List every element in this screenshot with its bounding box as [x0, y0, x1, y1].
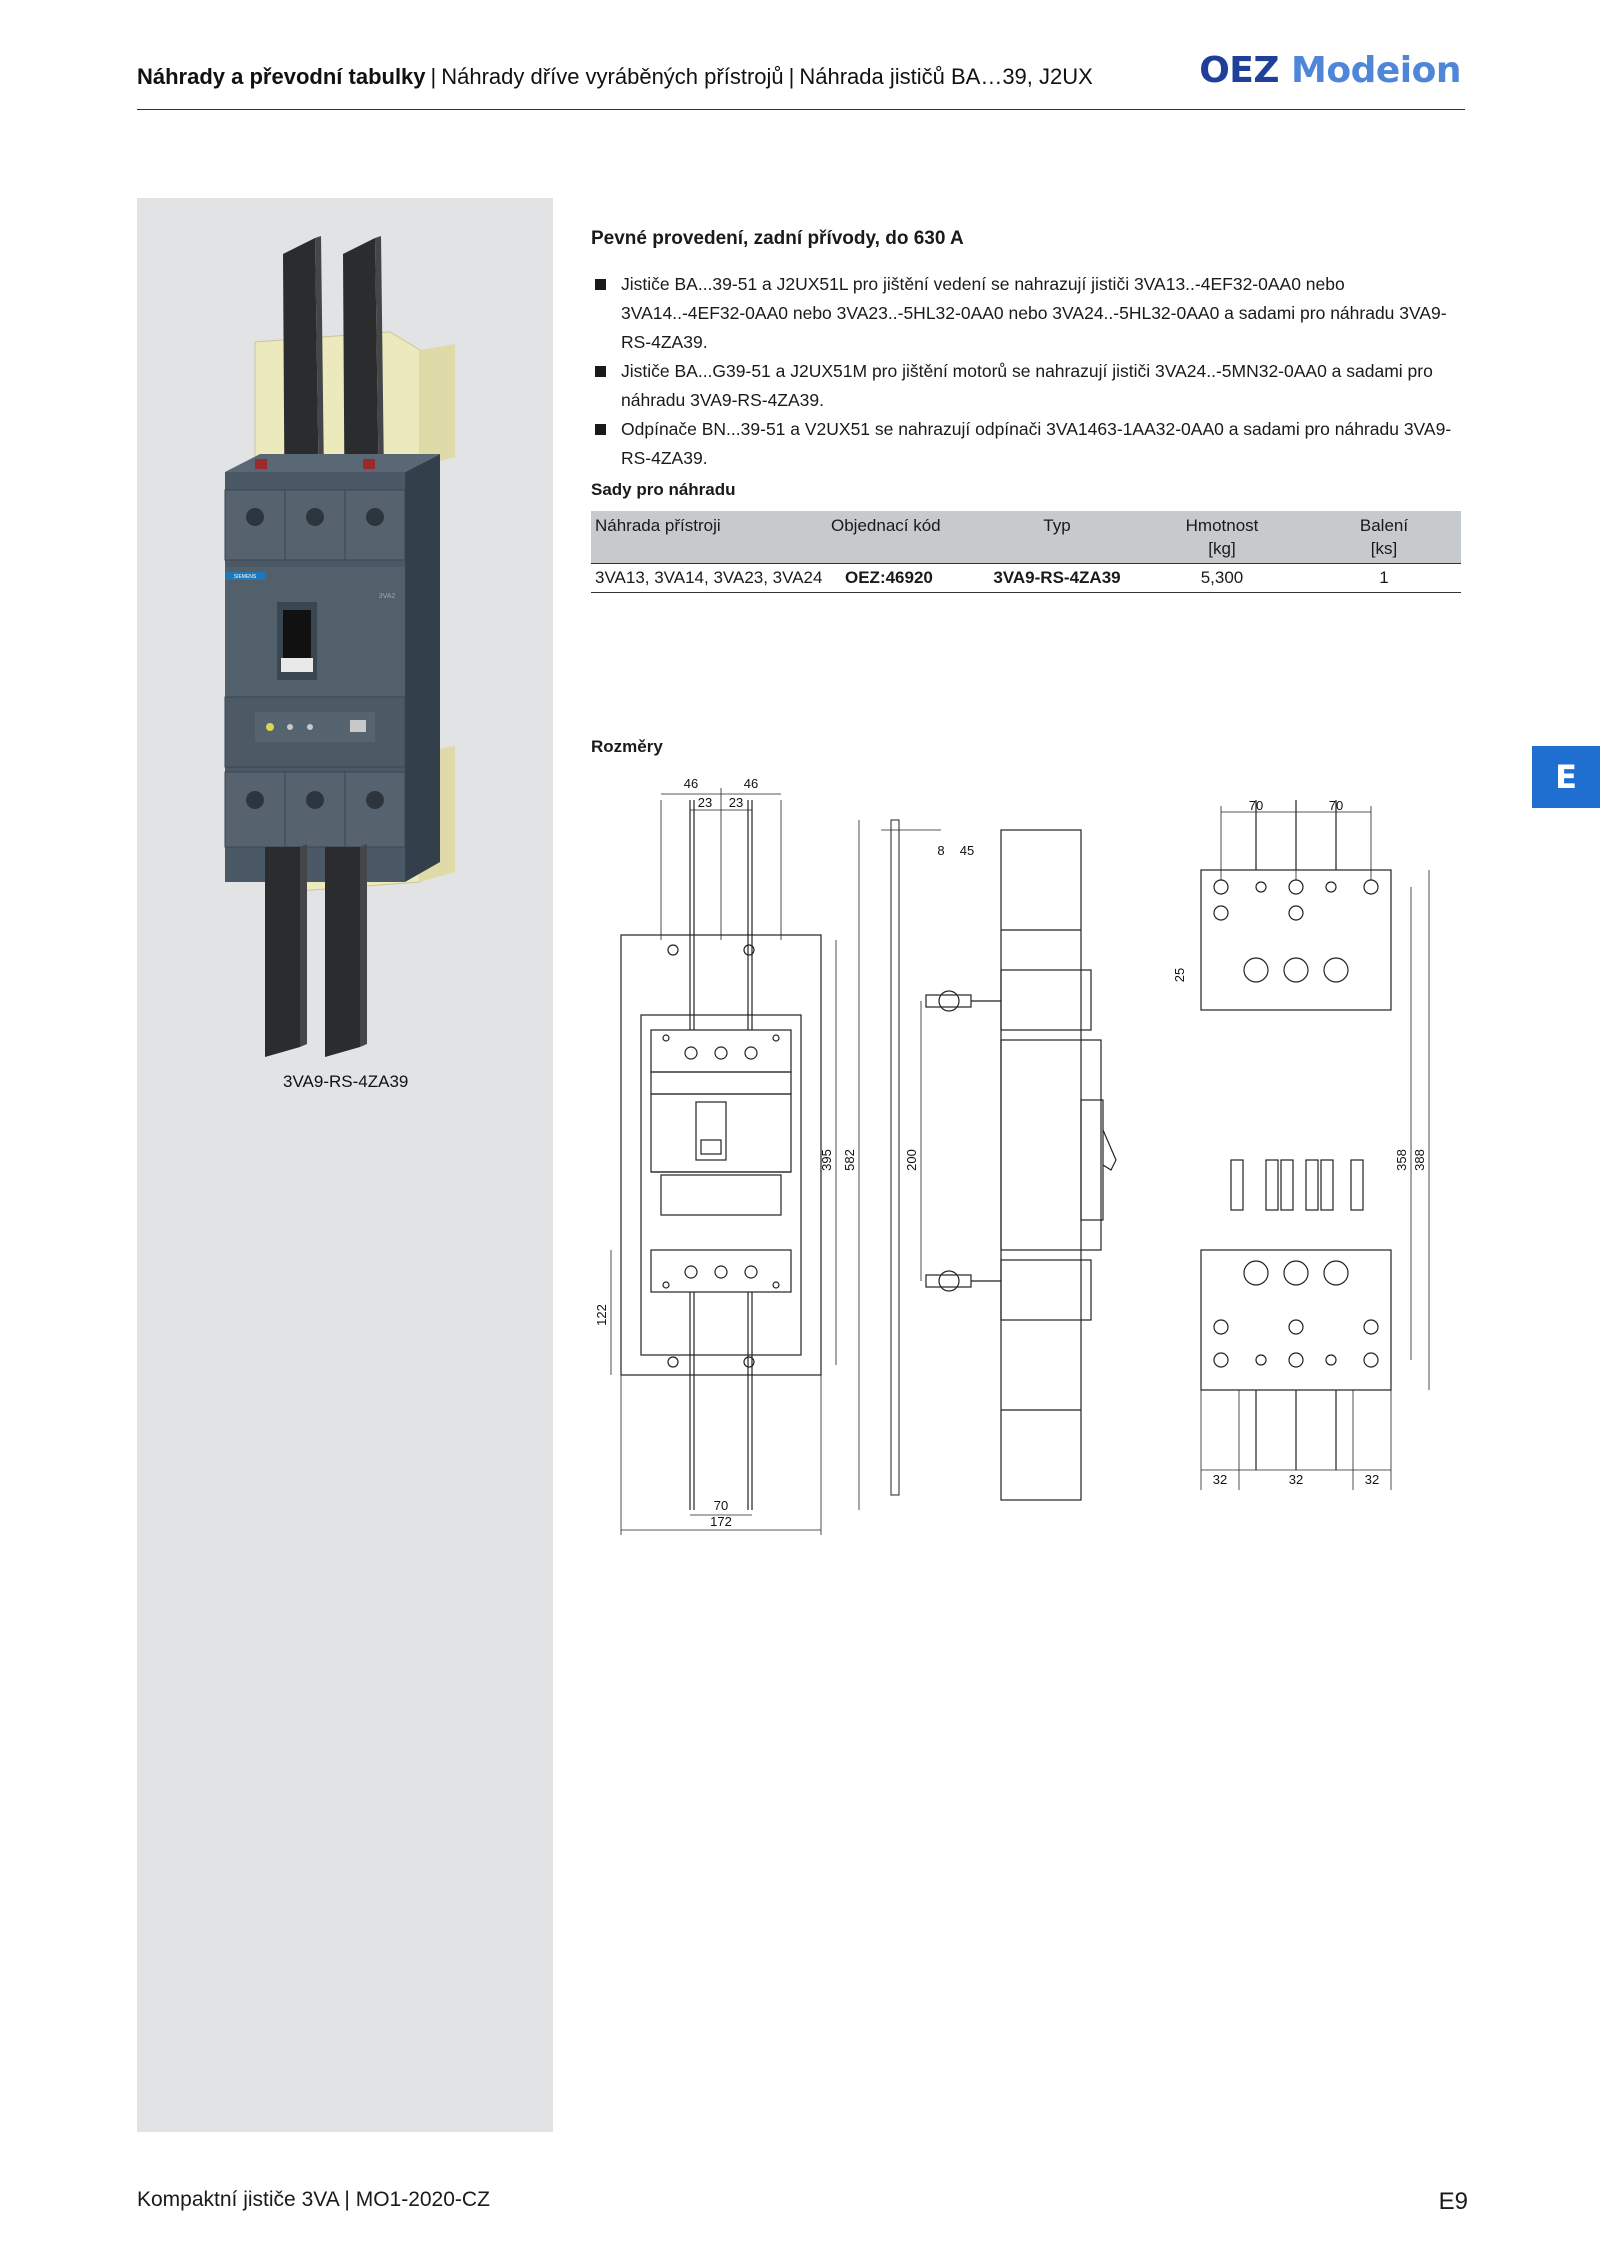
breadcrumb-subsection: Náhrady dříve vyráběných přístrojů	[441, 64, 784, 89]
list-item: Jističe BA...39-51 a J2UX51L pro jištění vedení se nahrazují jističi 3VA13..-4EF32-0AA0 nebo 3VA14..-4EF32-0AA0 nebo 3VA23..-5HL32-0AA0 nebo 3VA24..-5HL32-0AA0 a sadami pro náhradu 3VA9-RS-4ZA39.	[591, 270, 1466, 357]
breadcrumb	[137, 64, 1093, 90]
col-header-order-code: Objednací kód	[831, 516, 941, 535]
dim-label: 45	[959, 843, 975, 858]
cell-pack: 1	[1379, 568, 1389, 587]
dim-label: 25	[1172, 967, 1187, 983]
col-header-pack: Balení [ks]	[1359, 516, 1409, 558]
breadcrumb-section: Náhrady a převodní tabulky	[137, 64, 426, 89]
dim-label: 122	[594, 1304, 609, 1326]
product-brand-label: SIEMENS	[233, 574, 257, 580]
dim-label: 32	[1288, 1472, 1304, 1487]
table-header-row	[591, 511, 1461, 564]
dim-label: 200	[904, 1149, 919, 1171]
page-number: E9	[1438, 2188, 1468, 2215]
footer-publication	[137, 2188, 490, 2212]
dim-label: 46	[683, 776, 699, 791]
list-item: Jističe BA...G39-51 a J2UX51M pro jištění motorů se nahrazují jističi 3VA24..-5MN32-0AA0 a sadami pro náhradu 3VA9-RS-4ZA39.	[591, 357, 1466, 415]
table-row	[591, 564, 1461, 593]
replacement-kits-table	[591, 511, 1461, 593]
dim-label: 32	[1212, 1472, 1228, 1487]
dim-label: 388	[1412, 1149, 1427, 1171]
dim-label: 395	[819, 1149, 834, 1171]
dim-label: 582	[842, 1149, 857, 1171]
cell-type: 3VA9-RS-4ZA39	[993, 568, 1121, 587]
page-header	[137, 50, 1465, 110]
dimension-drawing	[591, 770, 1471, 1540]
cell-replacement: 3VA13, 3VA14, 3VA23, 3VA24	[595, 568, 823, 587]
dim-label: 8	[937, 843, 945, 858]
pack-unit: [ks]	[1370, 539, 1398, 558]
oez-modeion-logo	[1199, 50, 1461, 91]
col-header-type: Typ	[1043, 516, 1071, 535]
logo-oez: OEZ	[1199, 50, 1279, 91]
dim-label: 23	[697, 795, 713, 810]
weight-unit: [kg]	[1208, 539, 1236, 558]
footer-title: Kompaktní jističe 3VA	[137, 2188, 339, 2211]
table-title: Sady pro náhradu	[591, 480, 736, 499]
dim-label: 46	[743, 776, 759, 791]
dim-label: 358	[1394, 1149, 1409, 1171]
cell-weight: 5,300	[1200, 568, 1244, 587]
dim-label: 23	[728, 795, 744, 810]
product-caption: 3VA9-RS-4ZA39	[283, 1072, 409, 1091]
product-image	[215, 232, 525, 1062]
cell-order-code: OEZ:46920	[845, 568, 933, 587]
dim-label: 70	[1248, 798, 1264, 813]
section-title: Pevné provedení, zadní přívody, do 630 A	[591, 228, 964, 249]
breadcrumb-separator: |	[430, 64, 437, 89]
rear-view	[1201, 800, 1429, 1490]
list-item: Odpínače BN...39-51 a V2UX51 se nahrazují odpínači 3VA1463-1AA32-0AA0 a sadami pro náhradu 3VA9-RS-4ZA39.	[591, 415, 1466, 473]
dimensions-title: Rozměry	[591, 737, 663, 756]
breadcrumb-topic: Náhrada jističů BA…39, J2UX	[799, 64, 1093, 89]
breadcrumb-separator: |	[788, 64, 795, 89]
logo-modeion: Modeion	[1291, 50, 1461, 91]
col-header-weight: Hmotnost [kg]	[1185, 516, 1259, 558]
dim-label: 70	[1328, 798, 1344, 813]
dim-label: 172	[710, 1514, 732, 1529]
dim-label: 32	[1364, 1472, 1380, 1487]
footer-code: MO1-2020-CZ	[355, 2188, 490, 2211]
bullet-list	[591, 270, 1466, 473]
col-header-replacement: Náhrada přístroji	[595, 516, 721, 535]
footer-separator: |	[344, 2188, 350, 2211]
section-tab: E	[1532, 746, 1600, 808]
product-model-label: 3VA2	[378, 593, 396, 600]
dim-label: 70	[713, 1498, 729, 1513]
